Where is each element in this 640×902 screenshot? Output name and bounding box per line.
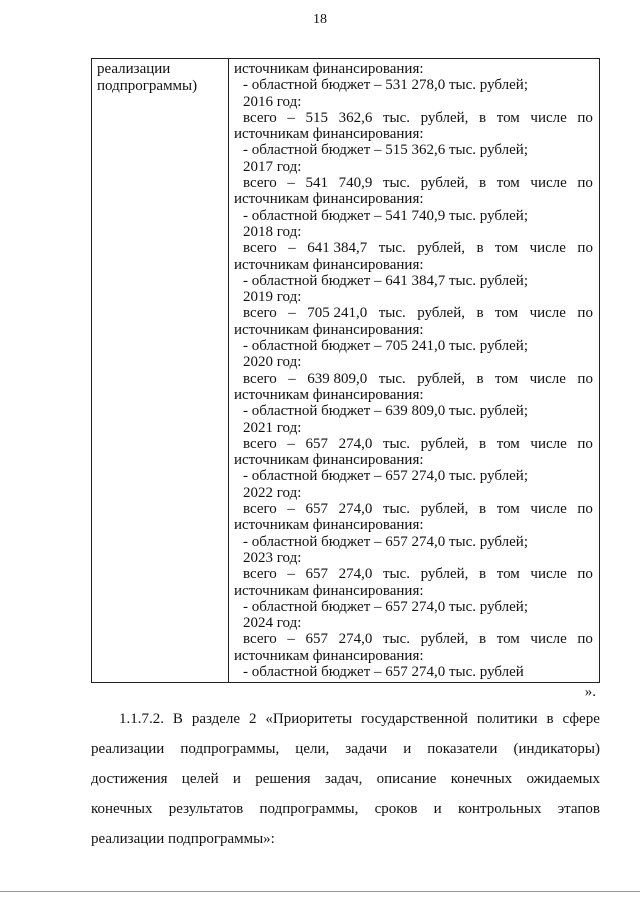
paragraph-word: и	[403, 741, 412, 757]
total-word: 641 384,7	[307, 240, 368, 257]
paragraph-word: реализации подпрограммы»:	[91, 831, 275, 847]
total-word: 362,6	[338, 109, 373, 126]
total-word: всего	[243, 175, 277, 192]
paragraph-word: этапов	[557, 801, 600, 817]
total-word: 274,0	[338, 631, 373, 648]
total-word: в	[476, 305, 484, 322]
paragraph-word: подпрограммы,	[259, 801, 359, 817]
total-word: числе	[530, 566, 567, 583]
sources-line: источникам финансирования:	[234, 452, 424, 469]
paragraph-line	[91, 734, 600, 764]
label-line: подпрограммы)	[97, 78, 198, 94]
paragraph-word: и	[232, 771, 241, 787]
total-word: 639 809,0	[307, 370, 368, 387]
total-word: числе	[530, 501, 567, 518]
paragraph-word: 2	[248, 711, 257, 727]
sources-line: источникам финансирования:	[234, 582, 424, 599]
total-word: рублей,	[420, 435, 469, 452]
total-line	[234, 110, 593, 126]
sources-line: источникам финансирования:	[234, 126, 424, 143]
total-word: том	[495, 240, 519, 257]
label-line: реализации	[97, 61, 171, 77]
total-word: по	[577, 305, 593, 322]
year-label: 2023 год:	[243, 549, 302, 566]
sources-line: источникам финансирования:	[234, 517, 424, 534]
total-word: –	[288, 305, 296, 322]
paragraph-line	[91, 794, 600, 824]
sources-line: источникам финансирования:	[234, 647, 424, 664]
paragraph-word: конечных	[91, 801, 153, 817]
total-line	[234, 501, 593, 517]
total-word: 657	[305, 435, 328, 452]
paragraph-word: контрольных	[457, 801, 542, 817]
total-word: –	[287, 109, 295, 126]
total-word: по	[577, 501, 593, 518]
total-word: числе	[529, 240, 566, 257]
total-line	[234, 566, 593, 582]
budget-line: - областной бюджет – 657 274,0 тыс. рублей	[243, 663, 524, 680]
total-word: том	[495, 305, 519, 322]
total-word: рублей,	[420, 566, 469, 583]
total-word: –	[287, 175, 295, 192]
paragraph-word: разделе	[191, 711, 241, 727]
total-word: рублей,	[417, 370, 465, 387]
total-word: тыс.	[382, 631, 411, 648]
label-cell	[92, 59, 229, 683]
total-word: рублей,	[420, 631, 469, 648]
paragraph-word: задачи	[345, 741, 388, 757]
closing-quote: ».	[584, 684, 596, 700]
total-word: в	[479, 501, 487, 518]
total-word: тыс.	[382, 566, 411, 583]
paragraph-word: 1.1.7.2.	[119, 711, 164, 727]
sources-line: источникам финансирования:	[234, 191, 424, 208]
total-word: по	[577, 566, 593, 583]
paragraph-word: государственной	[361, 711, 468, 727]
table-row	[92, 59, 600, 683]
paragraph-word: ожидаемых	[526, 771, 600, 787]
year-label: 2021 год:	[243, 419, 302, 436]
paragraph-word: и	[433, 801, 442, 817]
total-word: –	[288, 370, 296, 387]
total-word: тыс.	[382, 435, 411, 452]
year-label: 2018 год:	[243, 223, 302, 240]
total-word: том	[496, 109, 520, 126]
budget-line: - областной бюджет – 641 384,7 тыс. рублей;	[243, 272, 528, 289]
total-word: в	[479, 109, 487, 126]
total-word: всего	[243, 631, 277, 648]
total-line	[234, 371, 593, 387]
total-word: по	[577, 631, 593, 648]
budget-line: - областной бюджет – 515 362,6 тыс. рублей;	[243, 142, 528, 159]
total-word: числе	[530, 435, 567, 452]
total-word: 705 241,0	[307, 305, 368, 322]
budget-line: - областной бюджет – 657 274,0 тыс. рублей;	[243, 533, 528, 550]
year-label: 2017 год:	[243, 158, 302, 175]
amendment-paragraph	[91, 704, 600, 854]
total-word: по	[577, 109, 593, 126]
total-word: рублей,	[417, 240, 465, 257]
budget-line: - областной бюджет – 639 809,0 тыс. рублей;	[243, 403, 528, 420]
total-word: всего	[243, 566, 277, 583]
budget-line: - областной бюджет – 657 274,0 тыс. рублей;	[243, 468, 528, 485]
year-label: 2024 год:	[243, 615, 302, 632]
paragraph-word: «Приоритеты	[265, 711, 353, 727]
paragraph-word: результатов	[168, 801, 244, 817]
total-line	[234, 175, 593, 191]
budget-line: - областной бюджет – 531 278,0 тыс. рублей;	[243, 77, 528, 94]
paragraph-word: подпрограммы,	[180, 741, 280, 757]
total-word: всего	[243, 240, 277, 257]
page-bottom-divider	[0, 891, 640, 892]
total-word: том	[496, 566, 520, 583]
total-word: 274,0	[338, 435, 373, 452]
paragraph-word: показатели	[427, 741, 498, 757]
paragraph-line	[91, 704, 600, 734]
budget-line: - областной бюджет – 657 274,0 тыс. рублей;	[243, 598, 528, 615]
total-word: тыс.	[382, 175, 411, 192]
paragraph-word: сроков	[374, 801, 418, 817]
total-word: числе	[530, 175, 567, 192]
total-word: по	[577, 435, 593, 452]
total-line	[234, 436, 593, 452]
year-label: 2016 год:	[243, 93, 302, 110]
total-word: –	[288, 240, 296, 257]
total-word: том	[496, 435, 520, 452]
sources-line: источникам финансирования:	[234, 61, 424, 77]
total-word: в	[479, 435, 487, 452]
total-word: по	[577, 175, 593, 192]
total-word: 541	[305, 175, 328, 192]
total-word: том	[496, 501, 520, 518]
total-word: числе	[529, 370, 566, 387]
total-word: тыс.	[382, 109, 411, 126]
total-word: 657	[305, 566, 328, 583]
total-word: числе	[530, 631, 567, 648]
total-word: том	[496, 175, 520, 192]
year-label: 2020 год:	[243, 354, 302, 371]
total-word: в	[476, 240, 484, 257]
total-word: тыс.	[378, 370, 406, 387]
total-word: –	[287, 501, 295, 518]
total-word: всего	[243, 370, 277, 387]
total-word: всего	[243, 501, 277, 518]
paragraph-word: политики	[476, 711, 538, 727]
total-word: том	[495, 370, 519, 387]
paragraph-word: конечных	[450, 771, 513, 787]
year-label: 2019 год:	[243, 289, 302, 306]
paragraph-word: в	[546, 711, 554, 727]
total-word: 657	[305, 631, 328, 648]
sources-line: источникам финансирования:	[234, 321, 424, 338]
total-word: рублей,	[417, 305, 465, 322]
paragraph-word: достижения	[91, 771, 168, 787]
paragraph-word: реализации	[91, 741, 165, 757]
paragraph-word: целей	[181, 771, 219, 787]
sources-line: источникам финансирования:	[234, 256, 424, 273]
total-line	[234, 240, 593, 256]
total-word: рублей,	[420, 501, 469, 518]
total-word: 274,0	[338, 566, 373, 583]
paragraph-word: В	[172, 711, 183, 727]
budget-line: - областной бюджет – 541 740,9 тыс. рублей;	[243, 207, 528, 224]
total-line	[234, 305, 593, 321]
total-line	[234, 631, 593, 647]
total-word: рублей,	[420, 175, 469, 192]
sources-line: источникам финансирования:	[234, 386, 424, 403]
total-word: 515	[305, 109, 328, 126]
total-word: в	[479, 175, 487, 192]
total-word: тыс.	[378, 305, 406, 322]
total-word: 740,9	[338, 175, 373, 192]
paragraph-word: сфере	[562, 711, 600, 727]
total-word: в	[476, 370, 484, 387]
paragraph-word: задач,	[324, 771, 363, 787]
page-number: 18	[313, 12, 327, 27]
financing-cell	[229, 59, 600, 683]
total-word: 274,0	[338, 501, 373, 518]
total-word: том	[496, 631, 520, 648]
paragraph-word: (индикаторы)	[513, 741, 600, 757]
total-word: по	[577, 370, 593, 387]
financing-table	[91, 58, 600, 683]
total-word: –	[287, 631, 295, 648]
total-word: по	[577, 240, 593, 257]
total-word: рублей,	[420, 109, 469, 126]
year-label: 2022 год:	[243, 484, 302, 501]
total-word: числе	[530, 109, 567, 126]
total-word: всего	[243, 305, 277, 322]
total-word: всего	[243, 109, 277, 126]
paragraph-word: цели,	[295, 741, 330, 757]
paragraph-word: описание	[376, 771, 437, 787]
total-word: в	[479, 631, 487, 648]
paragraph-word: решения	[255, 771, 311, 787]
total-word: в	[479, 566, 487, 583]
total-word: 657	[305, 501, 328, 518]
total-word: –	[287, 435, 295, 452]
total-word: –	[287, 566, 295, 583]
budget-line: - областной бюджет – 705 241,0 тыс. рублей;	[243, 338, 528, 355]
paragraph-line	[91, 764, 600, 794]
total-word: тыс.	[382, 501, 411, 518]
total-word: числе	[529, 305, 566, 322]
total-word: тыс.	[378, 240, 406, 257]
total-word: всего	[243, 435, 277, 452]
paragraph-line	[91, 824, 600, 854]
